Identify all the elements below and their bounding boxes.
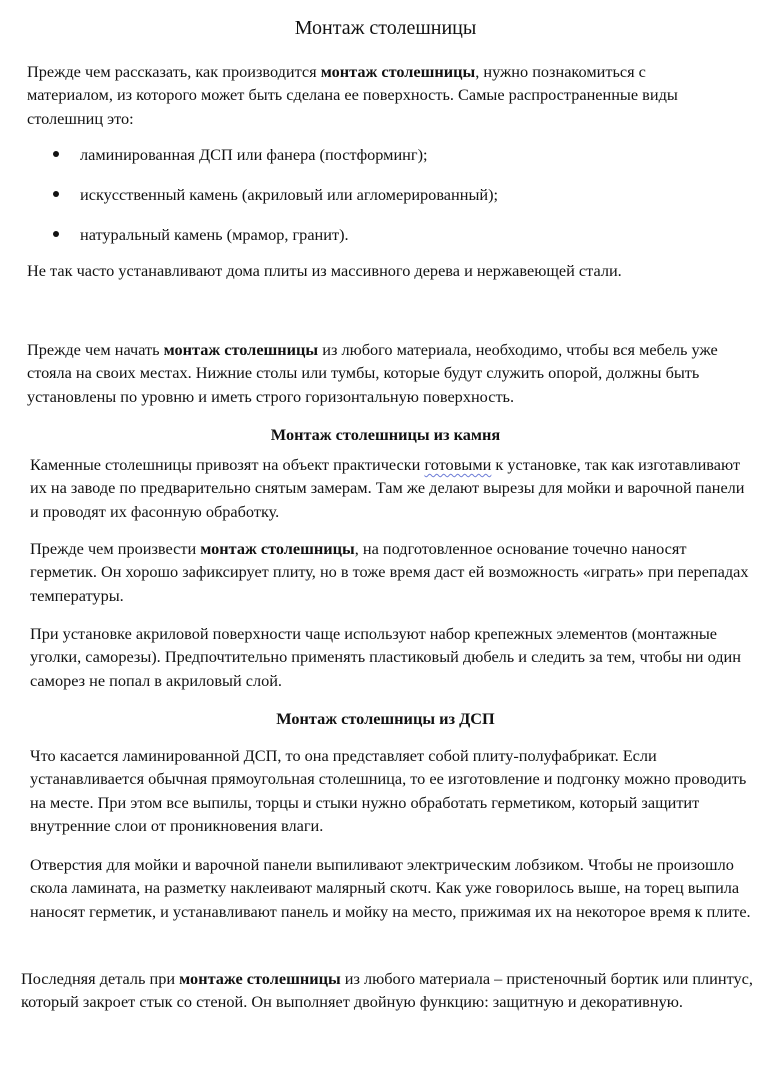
stone-p2-bold-term: монтаж столешницы (200, 539, 355, 558)
final-bold-term: монтаже столешницы (179, 969, 341, 988)
stone-paragraph-3: При установке акриловой поверхности чаще используют набор крепежных элементов (монтажные уголки, саморезы). Предпочтительно применять пластиковый дюбель и следить за тем, чтобы ни один саморез не попал в акриловый слой. (30, 624, 741, 690)
stone-p2-text-after: , на подготовленное основание точечно наносят герметик. Он хорошо зафиксирует плиту, но в тоже время даст ей возможность «играть» при перепадах температуры. (30, 539, 749, 605)
list-item-text: ламинированная ДСП или фанера (постформинг); (80, 145, 428, 164)
preparation-paragraph (27, 338, 757, 408)
spellcheck-word: готовыми (424, 455, 492, 474)
material-list (53, 143, 733, 253)
intro-text-after: , нужно познакомиться с материалом, из которого может быть сделана ее поверхность. Самые распространенные виды столешниц это: (27, 62, 678, 128)
stone-p1-text-after: к установке, так как изготавливают их на заводе по предварительно снятым замерам. Там же делают вырезы для мойки и варочной панели и проводят их фасонную обработку. (30, 455, 745, 521)
final-text-before: Последняя деталь при (21, 969, 180, 988)
prep-text-before: Прежде чем начать (27, 340, 164, 359)
stone-section-heading: Монтаж столешницы из камня (270, 425, 501, 444)
stone-p1-text-before: Каменные столешницы привозят на объект практически (30, 455, 425, 474)
bullet-icon (53, 151, 59, 157)
stone-paragraph-1 (30, 453, 750, 523)
prep-bold-term: монтаж столешницы (163, 340, 319, 359)
list-item-text: искусственный камень (акриловый или агломерированный); (80, 185, 499, 204)
intro-text-before: Прежде чем рассказать, как производится (27, 62, 321, 81)
bullet-icon (53, 191, 59, 197)
dsp-section-heading: Монтаж столешницы из ДСП (276, 709, 495, 728)
intro-bold-term: монтаж столешницы (320, 62, 476, 81)
list-item-text: натуральный камень (мрамор, гранит). (80, 225, 349, 244)
final-paragraph (21, 967, 761, 1014)
document-title: Монтаж столешницы (294, 17, 477, 39)
stone-paragraph-2 (30, 537, 755, 607)
dsp-paragraph-1: Что касается ламинированной ДСП, то она представляет собой плиту-полуфабрикат. Если устанавливается обычная прямоугольная столешница, то ее изготовление и подгонку можно проводить на месте. При этом все выпилы, торцы и стыки нужно обработать герметиком, который защитит внутренние слои от проникновения влаги. (30, 746, 747, 835)
prep-text-after: из любого материала, необходимо, чтобы вся мебель уже стояла на своих местах. Нижние столы или тумбы, которые будут служить опорой, должны быть установлены по уровню и иметь строго горизонтальную поверхность. (27, 340, 718, 406)
stone-p2-text-before: Прежде чем произвести (30, 539, 201, 558)
dsp-paragraph-2: Отверстия для мойки и варочной панели выпиливают электрическим лобзиком. Чтобы не произошло скола ламината, на разметку наклеивают малярный скотч. Как уже говорилось выше, на торец выпила наносят герметик, и устанавливают панель и мойку на место, прижимая их на некоторое время к плите. (30, 855, 751, 921)
final-text-after: из любого материала – пристеночный бортик или плинтус, который закроет стык со стеной. Он выполняет двойную функцию: защитную и декоративную. (21, 969, 753, 1012)
bullet-icon (53, 231, 59, 237)
rare-materials-paragraph: Не так часто устанавливают дома плиты из массивного дерева и нержавеющей стали. (27, 261, 622, 280)
intro-paragraph (27, 60, 727, 130)
